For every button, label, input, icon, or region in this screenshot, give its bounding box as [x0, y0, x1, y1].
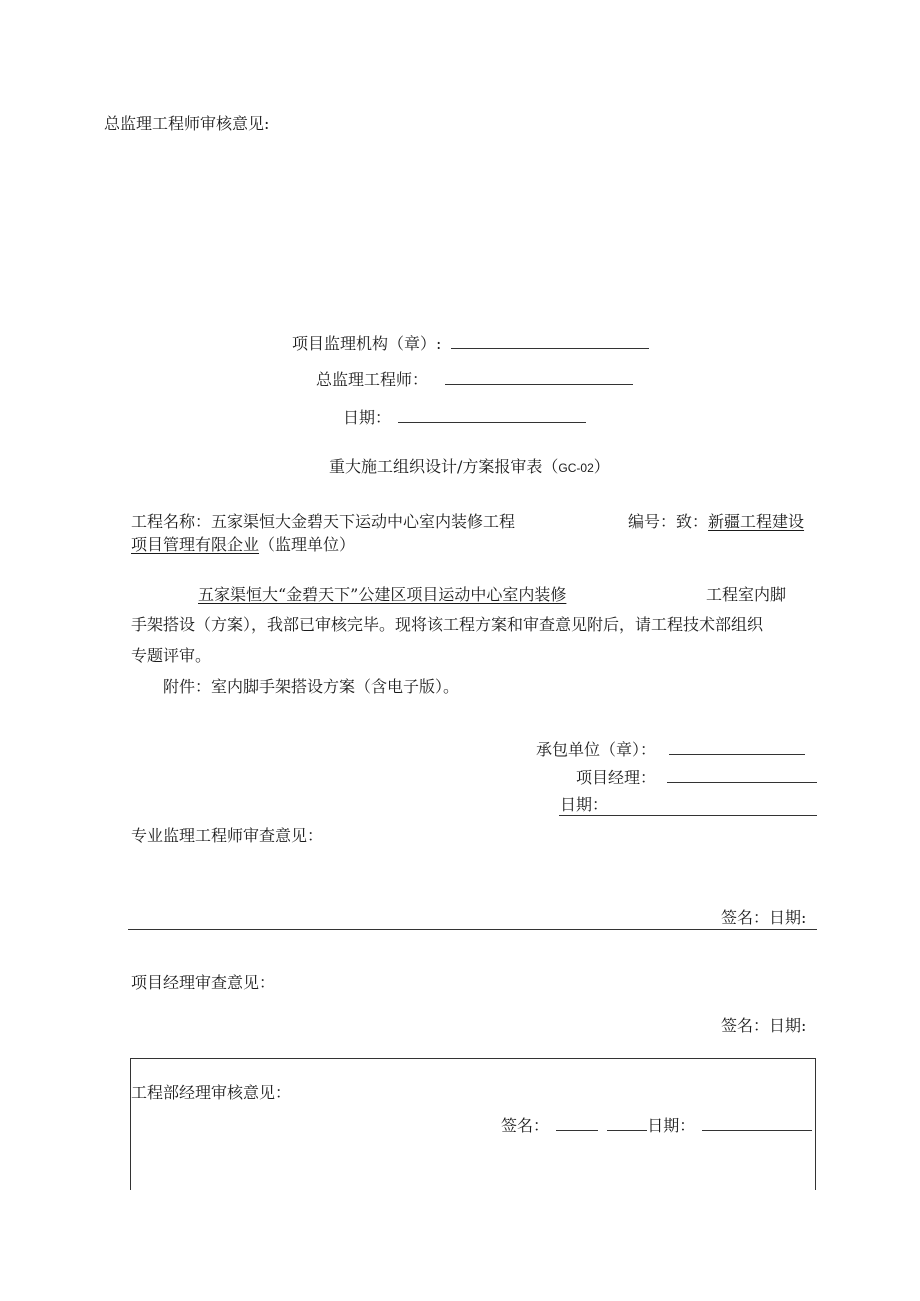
- specialist-section-divider: [128, 929, 817, 930]
- chief-engineer-label: 总监理工程师：: [316, 370, 429, 389]
- chief-date-field[interactable]: [398, 408, 586, 423]
- chief-date-row: [343, 408, 586, 428]
- contractor-manager-label: 项目经理：: [576, 768, 657, 787]
- chief-engineer-row: [316, 370, 633, 390]
- body-line3: 专题评审。: [131, 646, 212, 665]
- dept-sign-label: 签名：: [501, 1116, 550, 1135]
- contractor-date-label: 日期：: [560, 795, 609, 814]
- supervision-org-label: 项目监理机构（章）:: [292, 334, 442, 353]
- number-label: 编号：: [628, 512, 677, 531]
- contractor-manager-row: [576, 768, 817, 788]
- dept-sign-field-2[interactable]: [607, 1116, 647, 1131]
- form-title-close: ）: [593, 457, 610, 476]
- dept-box-top: [130, 1058, 816, 1059]
- contractor-unit-label: 承包单位（章）：: [536, 740, 657, 759]
- supervision-org-row: [292, 334, 649, 354]
- dept-sign-row: [501, 1116, 812, 1136]
- recipient-part1: 新疆工程建设: [708, 512, 805, 531]
- recipient-suffix: （监理单位）: [259, 535, 356, 554]
- project-name-row: [131, 512, 515, 532]
- contractor-unit-field[interactable]: [669, 740, 805, 755]
- to-label: 致：: [676, 512, 709, 531]
- attachment-line: 附件：室内脚手架搭设方案（含电子版）。: [163, 677, 460, 696]
- body-line1-suffix: 工程室内脚: [706, 585, 787, 604]
- chief-engineer-field[interactable]: [445, 370, 633, 385]
- specialist-review-heading: 专业监理工程师审查意见：: [131, 826, 324, 845]
- dept-sign-field-1[interactable]: [556, 1116, 598, 1131]
- supervision-org-field[interactable]: [451, 334, 649, 349]
- chief-date-label: 日期：: [343, 408, 392, 427]
- dept-date-field[interactable]: [702, 1116, 812, 1131]
- dept-box-left: [130, 1058, 131, 1190]
- dept-review-heading: 工程部经理审核意见：: [131, 1083, 292, 1102]
- number-to-row: [628, 512, 804, 532]
- pm-sign-date: 签名：日期:: [721, 1016, 807, 1035]
- dept-date-label: 日期：: [647, 1116, 696, 1135]
- project-reference-text: 五家渠恒大“金碧天下”公建区项目运动中心室内装修: [198, 585, 567, 604]
- contractor-manager-field[interactable]: [667, 768, 817, 783]
- body-line2: 手架搭设（方案），我部已审核完毕。现将该工程方案和审查意见附后，请工程技术部组织: [131, 615, 764, 634]
- recipient-part2: 项目管理有限企业: [131, 535, 260, 554]
- dept-box-right: [815, 1058, 816, 1190]
- form-title: [329, 457, 610, 478]
- form-code: GC-02: [558, 461, 594, 475]
- specialist-sign-date: 签名：日期:: [721, 908, 807, 927]
- recipient-row: [131, 535, 355, 555]
- chief-review-heading: 总监理工程师审核意见:: [104, 114, 270, 133]
- pm-review-heading: 项目经理审查意见：: [131, 973, 276, 992]
- project-reference: [198, 585, 566, 605]
- form-title-text: 重大施工组织设计/方案报审表（: [329, 457, 559, 476]
- project-name-value: 五家渠恒大金碧天下运动中心室内装修工程: [211, 512, 516, 531]
- contractor-date-line[interactable]: [559, 815, 817, 816]
- project-name-label: 工程名称：: [131, 512, 212, 531]
- contractor-unit-row: [536, 740, 805, 760]
